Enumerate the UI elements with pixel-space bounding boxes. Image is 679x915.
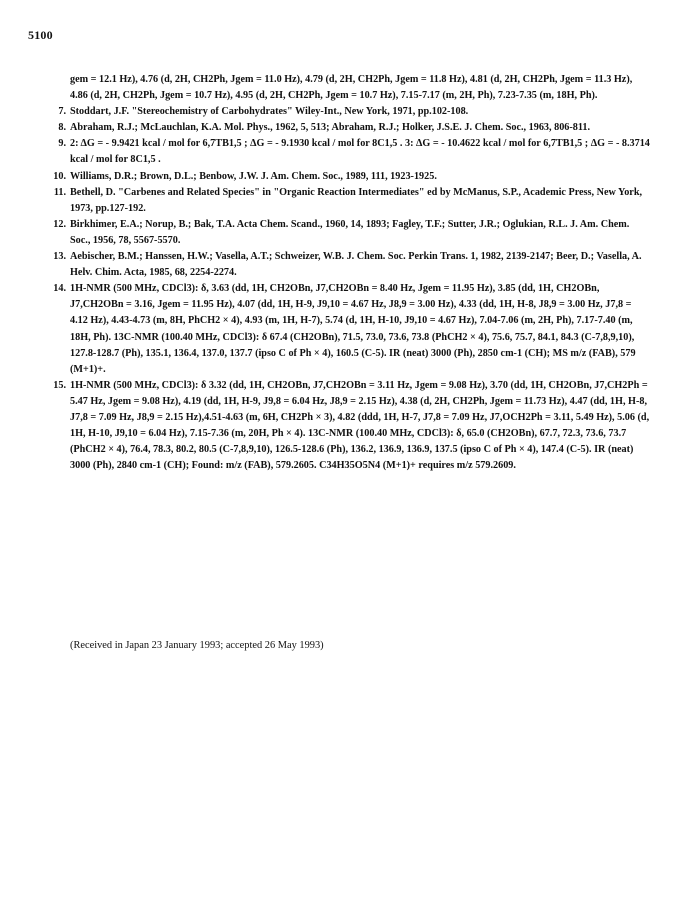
reference-text: 1H-NMR (500 MHz, CDCl3): δ, 3.63 (dd, 1H, CH2OBn, J7,CH2OBn = 8.40 Hz, Jgem = 11.95 Hz), 3.85 (dd, 1H, CH2OBn, J7,CH2OBn = 3.16, Jgem = 11.95 Hz), 4.07 (dd, 1H, H-9, J9,10 = 4.67 Hz, J8,9 = 3.00 Hz), 4.33 (dd, 1H, H-8, J8,9 = 3.00 Hz, J7,8 = 4.12 Hz), 4.43-4.73 (m, 8H, PhCH2 × 4), 4.93 (m, 1H, H-7), 5.74 (d, 1H, H-10, J9,10 = 4.67 Hz), 7.04-7.06 (m, 2H, Ph), 7.17-7.40 (m, 18H, Ph). 13C-NMR (100.40 MHz, CDCl3): δ 67.4 (CH2OBn), 71.5, 73.0, 73.6, 73.8 (PhCH2 × 4), 75.6, 75.7, 84.1, 84.3 (C-7,8,9,10), 127.8-128.7 (Ph), 135.1, 136.4, 137.0, 137.7 (ipso C of Ph × 4), 160.5 (C-5). IR (neat) 3000 (Ph), 2850 cm-1 (CH); MS m/z (FAB), 579 (M+1)+.	[70, 283, 636, 375]
reference-text: 2: ΔG = - 9.9421 kcal / mol for 6,7TB1,5 ; ΔG = - 9.1930 kcal / mol for 8C1,5 . 3: ΔG = - 10.4622 kcal / mol for 6,7TB1,5 ; ΔG = - 8.3714 kcal / mol for 8C1,5 .	[70, 138, 650, 166]
reference-item	[38, 136, 650, 168]
reference-item	[38, 281, 650, 378]
reference-item	[38, 249, 650, 281]
reference-number: 15.	[53, 379, 66, 391]
reference-number: 14.	[53, 283, 66, 295]
reference-number: 12.	[53, 218, 66, 230]
reference-number: 13.	[53, 251, 66, 263]
reference-item	[38, 104, 650, 120]
reference-number: 11.	[53, 186, 66, 198]
received-date-note: (Received in Japan 23 January 1993; accepted 26 May 1993)	[70, 640, 324, 651]
reference-item	[38, 185, 650, 217]
reference-text: Abraham, R.J.; McLauchlan, K.A. Mol. Phys., 1962, 5, 513; Abraham, R.J.; Holker, J.S.E. J. Chem. Soc., 1963, 806-811.	[70, 122, 591, 134]
reference-item	[38, 217, 650, 249]
reference-number: 9.	[58, 138, 66, 150]
reference-number: 10.	[53, 170, 66, 182]
reference-text: Williams, D.R.; Brown, D.L.; Benbow, J.W. J. Am. Chem. Soc., 1989, 111, 1923-1925.	[70, 170, 437, 182]
reference-number: 7.	[58, 106, 66, 118]
reference-number: 8.	[58, 122, 66, 134]
reference-list	[38, 72, 650, 474]
reference-text: Stoddart, J.F. "Stereochemistry of Carbohydrates" Wiley-Int., New York, 1971, pp.102-108.	[70, 106, 469, 118]
reference-text: 1H-NMR (500 MHz, CDCl3): δ 3.32 (dd, 1H, CH2OBn, J7,CH2OBn = 3.11 Hz, Jgem = 9.08 Hz), 3.70 (dd, 1H, CH2OBn, J7,CH2Ph = 5.47 Hz, Jgem = 9.08 Hz), 4.19 (dd, 1H, H-9, J9,8 = 6.04 Hz, J8,9 = 2.15 Hz), 4.38 (d, 2H, CH2Ph, Jgem = 11.73 Hz), 4.47 (dd, 1H, H-8, J7,8 = 7.09 Hz, J8,9 = 2.15 Hz),4.51-4.63 (m, 6H, CH2Ph × 3), 4.82 (ddd, 1H, H-7, J7,8 = 7.09 Hz, J7,OCH2Ph = 3.11, 5.49 Hz), 5.06 (d, 1H, H-10, J9,10 = 6.04 Hz), 7.15-7.36 (m, 20H, Ph × 4). 13C-NMR (100.40 MHz, CDCl3): δ, 65.0 (CH2OBn), 67.7, 72.3, 73.6, 73.7 (PhCH2 × 4), 76.4, 78.3, 80.2, 80.5 (C-7,8,9,10), 126.5-128.6 (Ph), 136.2, 136.9, 136.9, 137.5 (ipso C of Ph × 4), 147.4 (C-5). IR (neat) 3000 (Ph), 2840 cm-1 (CH); Found: m/z (FAB), 579.2605. C34H35O5N4 (M+1)+ requires m/z 579.2609.	[70, 379, 650, 472]
reference-item	[38, 120, 650, 136]
page-number: 5100	[28, 28, 53, 42]
reference-text: Bethell, D. "Carbenes and Related Species" in "Organic Reaction Intermediates" ed by McManus, S.P., Academic Press, New York, 1973, pp.127-192.	[70, 186, 643, 214]
reference-text: Birkhimer, E.A.; Norup, B.; Bak, T.A. Acta Chem. Scand., 1960, 14, 1893; Fagley, T.F.; Sutter, J.R.; Oglukian, R.L. J. Am. Chem. Soc., 1956, 78, 5567-5570.	[70, 218, 630, 246]
reference-item	[38, 378, 650, 475]
reference-item	[38, 169, 650, 185]
reference-text: Aebischer, B.M.; Hanssen, H.W.; Vasella, A.T.; Schweizer, W.B. J. Chem. Soc. Perkin Trans. 1, 1982, 2139-2147; Beer, D.; Vasella, A. Helv. Chim. Acta, 1985, 68, 2254-2274.	[70, 251, 642, 279]
reference-continuation	[38, 72, 650, 104]
reference-text: gem = 12.1 Hz), 4.76 (d, 2H, CH2Ph, Jgem = 11.0 Hz), 4.79 (d, 2H, CH2Ph, Jgem = 11.8 Hz), 4.81 (d, 2H, CH2Ph, Jgem = 11.3 Hz), 4.86 (d, 2H, CH2Ph, Jgem = 10.7 Hz), 4.95 (d, 2H, CH2Ph, Jgem = 10.7 Hz), 7.15-7.17 (m, 2H, Ph), 7.23-7.35 (m, 18H, Ph).	[70, 74, 633, 102]
